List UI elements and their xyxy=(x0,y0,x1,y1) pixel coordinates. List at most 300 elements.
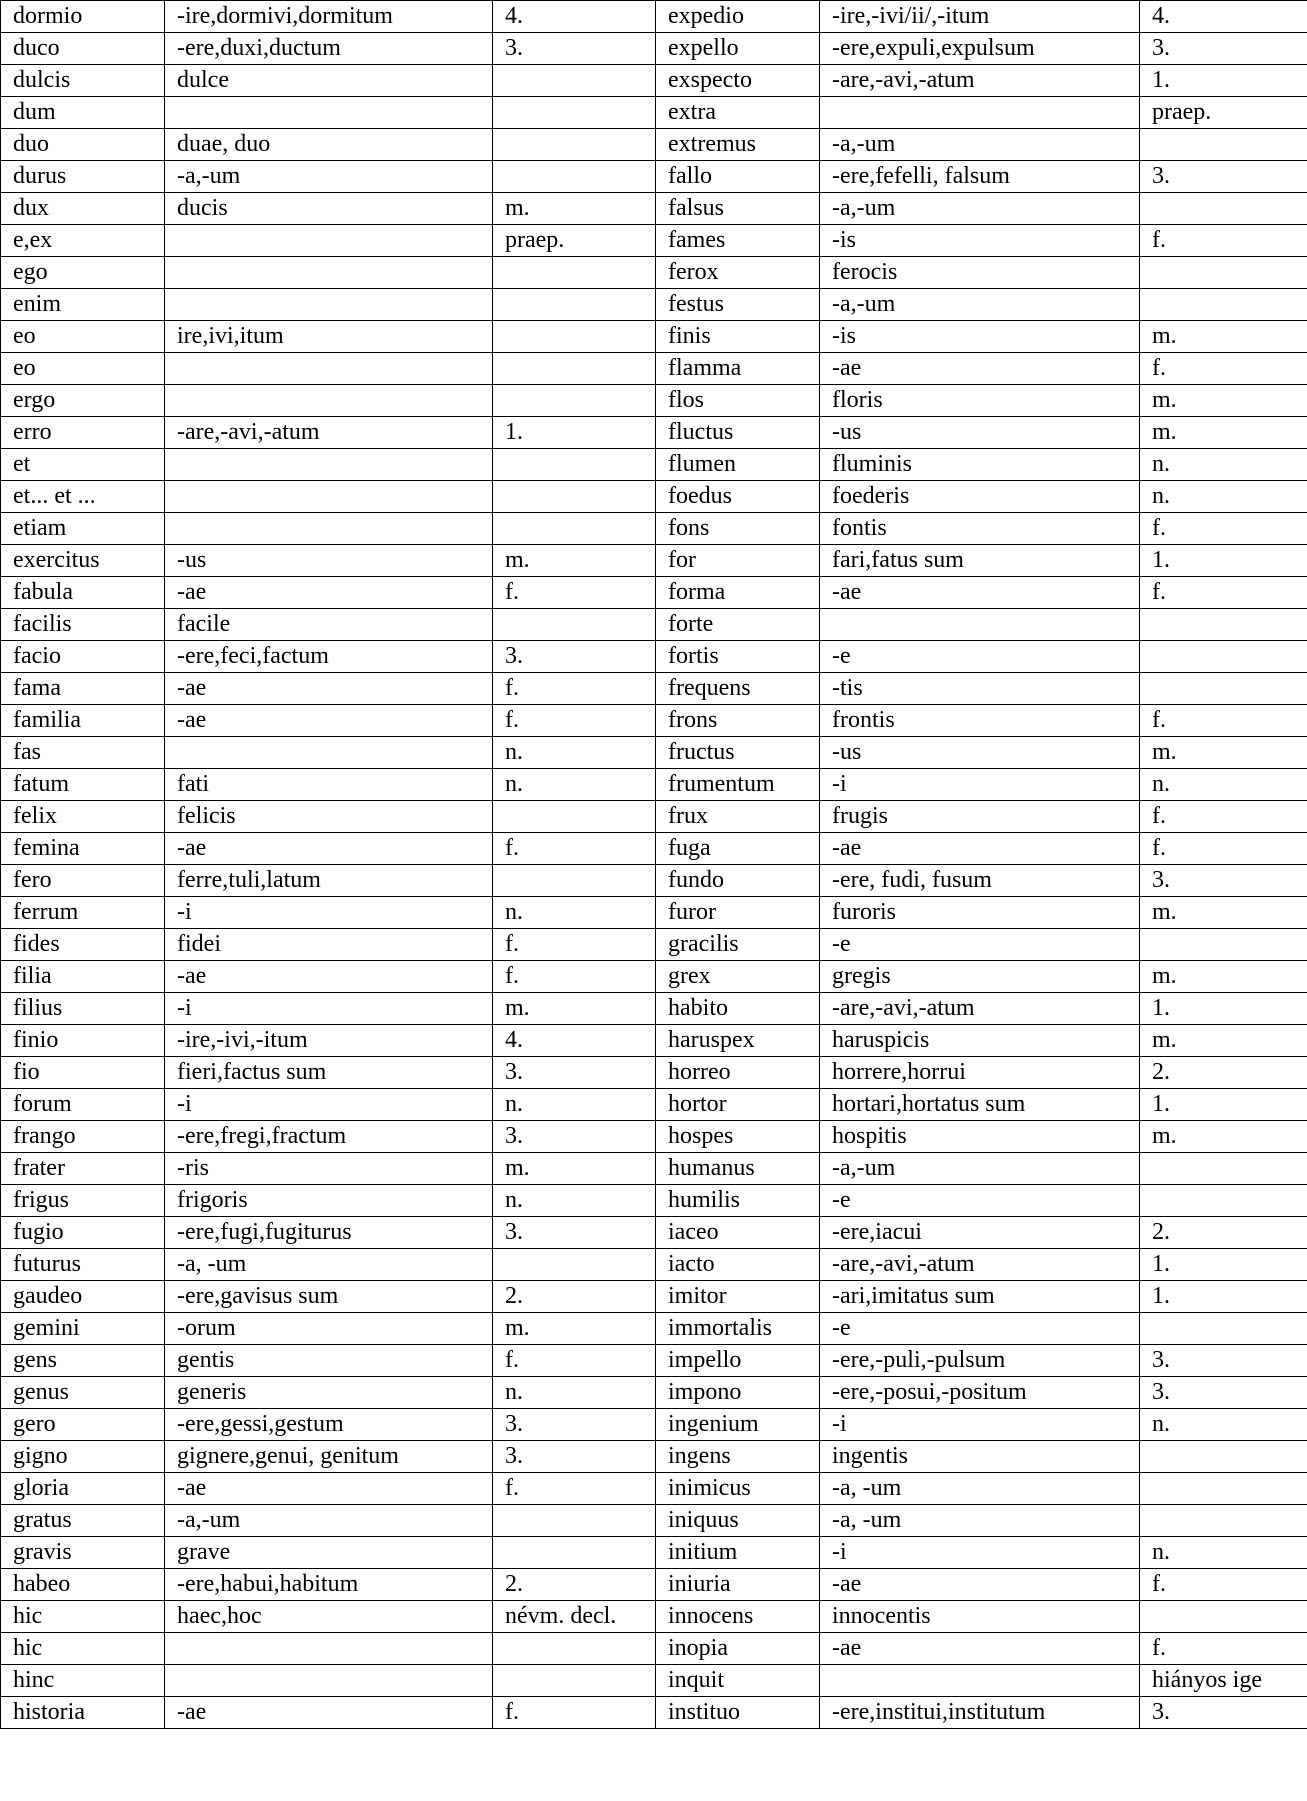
class-right-cell: n. xyxy=(1140,1537,1307,1569)
forms-left-cell xyxy=(165,257,493,289)
forms-left-cell xyxy=(165,385,493,417)
table-row xyxy=(1,1313,1307,1345)
class-right-cell xyxy=(1140,289,1307,321)
forms-left-cell: fidei xyxy=(165,929,493,961)
headword-right-cell: falsus xyxy=(656,193,820,225)
forms-right-cell: -ae xyxy=(820,577,1140,609)
forms-right-cell: -e xyxy=(820,641,1140,673)
forms-left-cell xyxy=(165,1665,493,1697)
table-row xyxy=(1,1089,1307,1121)
headword-right-cell: inopia xyxy=(656,1633,820,1665)
table-row xyxy=(1,705,1307,737)
class-left-cell xyxy=(493,129,656,161)
forms-left-cell: -ere,gavisus sum xyxy=(165,1281,493,1313)
forms-left-cell: -ae xyxy=(165,961,493,993)
table-row xyxy=(1,1217,1307,1249)
headword-right-cell: initium xyxy=(656,1537,820,1569)
forms-left-cell: -ere,habui,habitum xyxy=(165,1569,493,1601)
class-left-cell: f. xyxy=(493,833,656,865)
table-row xyxy=(1,449,1307,481)
forms-right-cell: -are,-avi,-atum xyxy=(820,65,1140,97)
class-right-cell: f. xyxy=(1140,1633,1307,1665)
class-left-cell: f. xyxy=(493,1473,656,1505)
forms-left-cell: -ae xyxy=(165,1473,493,1505)
forms-right-cell: -ere,iacui xyxy=(820,1217,1140,1249)
class-right-cell: 2. xyxy=(1140,1217,1307,1249)
headword-left-cell: fio xyxy=(1,1057,165,1089)
table-row xyxy=(1,1665,1307,1697)
class-left-cell: 3. xyxy=(493,1409,656,1441)
class-left-cell: f. xyxy=(493,929,656,961)
class-left-cell: 3. xyxy=(493,1057,656,1089)
forms-left-cell: -a,-um xyxy=(165,1505,493,1537)
forms-right-cell: -ae xyxy=(820,833,1140,865)
class-right-cell: m. xyxy=(1140,737,1307,769)
class-left-cell: n. xyxy=(493,769,656,801)
class-left-cell: n. xyxy=(493,1185,656,1217)
headword-left-cell: gero xyxy=(1,1409,165,1441)
table-row xyxy=(1,161,1307,193)
class-right-cell: 1. xyxy=(1140,65,1307,97)
forms-left-cell: -i xyxy=(165,993,493,1025)
table-row xyxy=(1,1185,1307,1217)
headword-right-cell: frux xyxy=(656,801,820,833)
table-row xyxy=(1,897,1307,929)
class-right-cell: m. xyxy=(1140,1025,1307,1057)
forms-left-cell: -ere,duxi,ductum xyxy=(165,33,493,65)
table-row xyxy=(1,193,1307,225)
forms-right-cell: ferocis xyxy=(820,257,1140,289)
table-row xyxy=(1,1249,1307,1281)
class-right-cell xyxy=(1140,1441,1307,1473)
class-left-cell xyxy=(493,801,656,833)
headword-right-cell: iniuria xyxy=(656,1569,820,1601)
headword-left-cell: fugio xyxy=(1,1217,165,1249)
class-left-cell xyxy=(493,385,656,417)
table-row xyxy=(1,993,1307,1025)
forms-right-cell: -a,-um xyxy=(820,193,1140,225)
forms-left-cell xyxy=(165,737,493,769)
class-left-cell xyxy=(493,257,656,289)
headword-right-cell: frumentum xyxy=(656,769,820,801)
forms-right-cell: fari,fatus sum xyxy=(820,545,1140,577)
table-row xyxy=(1,1537,1307,1569)
class-left-cell: 2. xyxy=(493,1569,656,1601)
forms-right-cell: -a,-um xyxy=(820,1153,1140,1185)
headword-right-cell: furor xyxy=(656,897,820,929)
headword-left-cell: gemini xyxy=(1,1313,165,1345)
headword-right-cell: extra xyxy=(656,97,820,129)
headword-right-cell: finis xyxy=(656,321,820,353)
class-right-cell: n. xyxy=(1140,449,1307,481)
forms-left-cell: -a,-um xyxy=(165,161,493,193)
forms-right-cell: -tis xyxy=(820,673,1140,705)
table-row xyxy=(1,577,1307,609)
forms-left-cell: gignere,genui, genitum xyxy=(165,1441,493,1473)
table-row xyxy=(1,1473,1307,1505)
headword-right-cell: humilis xyxy=(656,1185,820,1217)
forms-left-cell xyxy=(165,1633,493,1665)
table-row xyxy=(1,417,1307,449)
forms-right-cell: -i xyxy=(820,1409,1140,1441)
headword-left-cell: futurus xyxy=(1,1249,165,1281)
forms-right-cell: -ae xyxy=(820,1569,1140,1601)
headword-left-cell: duco xyxy=(1,33,165,65)
forms-left-cell: dulce xyxy=(165,65,493,97)
forms-left-cell xyxy=(165,289,493,321)
headword-right-cell: ferox xyxy=(656,257,820,289)
class-right-cell xyxy=(1140,929,1307,961)
headword-right-cell: instituo xyxy=(656,1697,820,1729)
class-left-cell: n. xyxy=(493,1377,656,1409)
forms-left-cell: -ae xyxy=(165,1697,493,1729)
headword-right-cell: flos xyxy=(656,385,820,417)
class-left-cell xyxy=(493,321,656,353)
class-right-cell: 2. xyxy=(1140,1057,1307,1089)
forms-right-cell: -e xyxy=(820,929,1140,961)
class-left-cell xyxy=(493,513,656,545)
table-row xyxy=(1,97,1307,129)
class-left-cell xyxy=(493,65,656,97)
forms-right-cell xyxy=(820,97,1140,129)
table-row xyxy=(1,1601,1307,1633)
class-left-cell: 3. xyxy=(493,1217,656,1249)
class-right-cell xyxy=(1140,1601,1307,1633)
headword-right-cell: imitor xyxy=(656,1281,820,1313)
class-right-cell xyxy=(1140,1505,1307,1537)
table-row xyxy=(1,385,1307,417)
headword-right-cell: inquit xyxy=(656,1665,820,1697)
class-right-cell xyxy=(1140,193,1307,225)
forms-right-cell: gregis xyxy=(820,961,1140,993)
headword-right-cell: foedus xyxy=(656,481,820,513)
headword-left-cell: exercitus xyxy=(1,545,165,577)
class-right-cell xyxy=(1140,129,1307,161)
forms-left-cell: fati xyxy=(165,769,493,801)
forms-left-cell: facile xyxy=(165,609,493,641)
headword-left-cell: hic xyxy=(1,1633,165,1665)
class-right-cell: n. xyxy=(1140,1409,1307,1441)
headword-left-cell: fides xyxy=(1,929,165,961)
class-left-cell: m. xyxy=(493,993,656,1025)
headword-right-cell: iniquus xyxy=(656,1505,820,1537)
class-right-cell: m. xyxy=(1140,321,1307,353)
table-row xyxy=(1,1409,1307,1441)
class-right-cell xyxy=(1140,1153,1307,1185)
class-left-cell xyxy=(493,353,656,385)
table-row xyxy=(1,1121,1307,1153)
headword-left-cell: ergo xyxy=(1,385,165,417)
headword-left-cell: erro xyxy=(1,417,165,449)
forms-right-cell: -ere,fefelli, falsum xyxy=(820,161,1140,193)
headword-right-cell: fons xyxy=(656,513,820,545)
forms-left-cell xyxy=(165,97,493,129)
table-row xyxy=(1,673,1307,705)
table-row xyxy=(1,1569,1307,1601)
table-row xyxy=(1,1281,1307,1313)
table-row xyxy=(1,769,1307,801)
headword-left-cell: hinc xyxy=(1,1665,165,1697)
headword-left-cell: gravis xyxy=(1,1537,165,1569)
forms-left-cell: -a, -um xyxy=(165,1249,493,1281)
class-right-cell: 4. xyxy=(1140,1,1307,33)
class-right-cell: f. xyxy=(1140,801,1307,833)
table-row xyxy=(1,1057,1307,1089)
headword-right-cell: fructus xyxy=(656,737,820,769)
class-left-cell: 1. xyxy=(493,417,656,449)
forms-left-cell: -ere,feci,factum xyxy=(165,641,493,673)
headword-right-cell: iaceo xyxy=(656,1217,820,1249)
forms-left-cell: -ere,fregi,fractum xyxy=(165,1121,493,1153)
headword-left-cell: fas xyxy=(1,737,165,769)
class-left-cell: n. xyxy=(493,897,656,929)
forms-left-cell: -ris xyxy=(165,1153,493,1185)
headword-right-cell: fluctus xyxy=(656,417,820,449)
table-row xyxy=(1,1505,1307,1537)
forms-left-cell: -us xyxy=(165,545,493,577)
headword-left-cell: fama xyxy=(1,673,165,705)
headword-left-cell: gaudeo xyxy=(1,1281,165,1313)
headword-right-cell: innocens xyxy=(656,1601,820,1633)
forms-right-cell: furoris xyxy=(820,897,1140,929)
class-left-cell xyxy=(493,609,656,641)
headword-right-cell: fuga xyxy=(656,833,820,865)
headword-right-cell: frequens xyxy=(656,673,820,705)
class-left-cell xyxy=(493,1249,656,1281)
headword-left-cell: dum xyxy=(1,97,165,129)
forms-left-cell: -orum xyxy=(165,1313,493,1345)
class-right-cell: 3. xyxy=(1140,1377,1307,1409)
headword-left-cell: durus xyxy=(1,161,165,193)
table-row xyxy=(1,33,1307,65)
class-right-cell xyxy=(1140,1313,1307,1345)
headword-right-cell: flamma xyxy=(656,353,820,385)
forms-right-cell: -a, -um xyxy=(820,1473,1140,1505)
headword-left-cell: dux xyxy=(1,193,165,225)
headword-left-cell: facilis xyxy=(1,609,165,641)
forms-left-cell: -ere,fugi,fugiturus xyxy=(165,1217,493,1249)
headword-left-cell: gens xyxy=(1,1345,165,1377)
forms-right-cell: -ire,-ivi/ii/,-itum xyxy=(820,1,1140,33)
class-left-cell: f. xyxy=(493,705,656,737)
headword-right-cell: extremus xyxy=(656,129,820,161)
forms-right-cell: foederis xyxy=(820,481,1140,513)
class-left-cell: névm. decl. xyxy=(493,1601,656,1633)
forms-left-cell: ire,ivi,itum xyxy=(165,321,493,353)
class-left-cell xyxy=(493,449,656,481)
headword-right-cell: humanus xyxy=(656,1153,820,1185)
headword-left-cell: eo xyxy=(1,321,165,353)
forms-right-cell: haruspicis xyxy=(820,1025,1140,1057)
table-row xyxy=(1,65,1307,97)
table-row xyxy=(1,801,1307,833)
headword-left-cell: filius xyxy=(1,993,165,1025)
headword-left-cell: et xyxy=(1,449,165,481)
class-right-cell: f. xyxy=(1140,225,1307,257)
table-row xyxy=(1,1345,1307,1377)
headword-right-cell: impello xyxy=(656,1345,820,1377)
headword-left-cell: fero xyxy=(1,865,165,897)
class-left-cell: 4. xyxy=(493,1025,656,1057)
class-right-cell: 1. xyxy=(1140,1089,1307,1121)
class-left-cell: m. xyxy=(493,1313,656,1345)
forms-right-cell: -is xyxy=(820,321,1140,353)
forms-right-cell: -ere,expuli,expulsum xyxy=(820,33,1140,65)
class-left-cell: n. xyxy=(493,1089,656,1121)
forms-right-cell: -a, -um xyxy=(820,1505,1140,1537)
table-row xyxy=(1,929,1307,961)
headword-right-cell: expello xyxy=(656,33,820,65)
class-left-cell: f. xyxy=(493,673,656,705)
table-row xyxy=(1,225,1307,257)
class-right-cell: f. xyxy=(1140,705,1307,737)
headword-left-cell: familia xyxy=(1,705,165,737)
headword-left-cell: historia xyxy=(1,1697,165,1729)
forms-right-cell: -a,-um xyxy=(820,289,1140,321)
forms-left-cell: ferre,tuli,latum xyxy=(165,865,493,897)
table-row xyxy=(1,833,1307,865)
forms-left-cell: generis xyxy=(165,1377,493,1409)
table-row xyxy=(1,513,1307,545)
headword-left-cell: fabula xyxy=(1,577,165,609)
headword-left-cell: facio xyxy=(1,641,165,673)
class-right-cell: 1. xyxy=(1140,545,1307,577)
forms-left-cell: -ae xyxy=(165,833,493,865)
forms-right-cell: -ae xyxy=(820,353,1140,385)
forms-left-cell xyxy=(165,513,493,545)
forms-left-cell: felicis xyxy=(165,801,493,833)
table-row xyxy=(1,257,1307,289)
table-row xyxy=(1,609,1307,641)
class-left-cell: 3. xyxy=(493,33,656,65)
headword-right-cell: hortor xyxy=(656,1089,820,1121)
headword-left-cell: gratus xyxy=(1,1505,165,1537)
class-right-cell: m. xyxy=(1140,961,1307,993)
table-row xyxy=(1,1153,1307,1185)
class-left-cell: 3. xyxy=(493,1121,656,1153)
class-left-cell xyxy=(493,1633,656,1665)
headword-right-cell: haruspex xyxy=(656,1025,820,1057)
forms-left-cell: ducis xyxy=(165,193,493,225)
headword-right-cell: grex xyxy=(656,961,820,993)
forms-left-cell: duae, duo xyxy=(165,129,493,161)
headword-left-cell: ferrum xyxy=(1,897,165,929)
forms-right-cell: fontis xyxy=(820,513,1140,545)
class-right-cell: m. xyxy=(1140,1121,1307,1153)
headword-left-cell: frater xyxy=(1,1153,165,1185)
forms-left-cell xyxy=(165,481,493,513)
class-right-cell: m. xyxy=(1140,385,1307,417)
forms-right-cell: hortari,hortatus sum xyxy=(820,1089,1140,1121)
forms-right-cell: innocentis xyxy=(820,1601,1140,1633)
table-row xyxy=(1,481,1307,513)
table-row xyxy=(1,737,1307,769)
forms-right-cell: -e xyxy=(820,1185,1140,1217)
headword-left-cell: gloria xyxy=(1,1473,165,1505)
class-right-cell: 1. xyxy=(1140,1281,1307,1313)
headword-left-cell: enim xyxy=(1,289,165,321)
forms-left-cell: -ae xyxy=(165,673,493,705)
class-right-cell: 1. xyxy=(1140,993,1307,1025)
headword-left-cell: duo xyxy=(1,129,165,161)
headword-right-cell: iacto xyxy=(656,1249,820,1281)
forms-left-cell: haec,hoc xyxy=(165,1601,493,1633)
class-left-cell: n. xyxy=(493,737,656,769)
headword-right-cell: for xyxy=(656,545,820,577)
forms-right-cell: -i xyxy=(820,1537,1140,1569)
forms-right-cell: -us xyxy=(820,417,1140,449)
headword-right-cell: fallo xyxy=(656,161,820,193)
forms-left-cell xyxy=(165,225,493,257)
table-row xyxy=(1,353,1307,385)
class-right-cell: 3. xyxy=(1140,161,1307,193)
headword-left-cell: finio xyxy=(1,1025,165,1057)
class-right-cell: f. xyxy=(1140,353,1307,385)
forms-left-cell xyxy=(165,353,493,385)
forms-left-cell: -i xyxy=(165,897,493,929)
class-right-cell: praep. xyxy=(1140,97,1307,129)
forms-right-cell: -us xyxy=(820,737,1140,769)
class-right-cell xyxy=(1140,641,1307,673)
class-right-cell: n. xyxy=(1140,769,1307,801)
headword-left-cell: forum xyxy=(1,1089,165,1121)
class-right-cell: 3. xyxy=(1140,1697,1307,1729)
forms-right-cell: -ere,-puli,-pulsum xyxy=(820,1345,1140,1377)
forms-right-cell xyxy=(820,1665,1140,1697)
forms-left-cell: -ae xyxy=(165,577,493,609)
table-row xyxy=(1,641,1307,673)
class-right-cell xyxy=(1140,257,1307,289)
headword-right-cell: fundo xyxy=(656,865,820,897)
forms-right-cell: frontis xyxy=(820,705,1140,737)
forms-right-cell: -ere, fudi, fusum xyxy=(820,865,1140,897)
forms-right-cell: -are,-avi,-atum xyxy=(820,1249,1140,1281)
class-right-cell xyxy=(1140,1473,1307,1505)
class-left-cell: 3. xyxy=(493,641,656,673)
forms-right-cell: -ae xyxy=(820,1633,1140,1665)
class-right-cell: 3. xyxy=(1140,1345,1307,1377)
headword-left-cell: hic xyxy=(1,1601,165,1633)
class-right-cell: hiányos ige xyxy=(1140,1665,1307,1697)
headword-right-cell: immortalis xyxy=(656,1313,820,1345)
class-right-cell: 3. xyxy=(1140,865,1307,897)
headword-right-cell: expedio xyxy=(656,1,820,33)
headword-left-cell: genus xyxy=(1,1377,165,1409)
forms-right-cell: -ari,imitatus sum xyxy=(820,1281,1140,1313)
forms-right-cell: -e xyxy=(820,1313,1140,1345)
class-right-cell xyxy=(1140,673,1307,705)
headword-right-cell: horreo xyxy=(656,1057,820,1089)
headword-right-cell: fames xyxy=(656,225,820,257)
forms-right-cell: ingentis xyxy=(820,1441,1140,1473)
forms-left-cell: -ae xyxy=(165,705,493,737)
headword-left-cell: habeo xyxy=(1,1569,165,1601)
forms-right-cell: floris xyxy=(820,385,1140,417)
headword-right-cell: forma xyxy=(656,577,820,609)
class-left-cell: 4. xyxy=(493,1,656,33)
class-left-cell: f. xyxy=(493,961,656,993)
forms-left-cell: -ire,-ivi,-itum xyxy=(165,1025,493,1057)
headword-right-cell: inimicus xyxy=(656,1473,820,1505)
class-left-cell: m. xyxy=(493,545,656,577)
class-right-cell: f. xyxy=(1140,833,1307,865)
class-right-cell: n. xyxy=(1140,481,1307,513)
headword-right-cell: forte xyxy=(656,609,820,641)
class-left-cell xyxy=(493,97,656,129)
forms-left-cell: -i xyxy=(165,1089,493,1121)
class-left-cell: m. xyxy=(493,1153,656,1185)
class-left-cell xyxy=(493,481,656,513)
